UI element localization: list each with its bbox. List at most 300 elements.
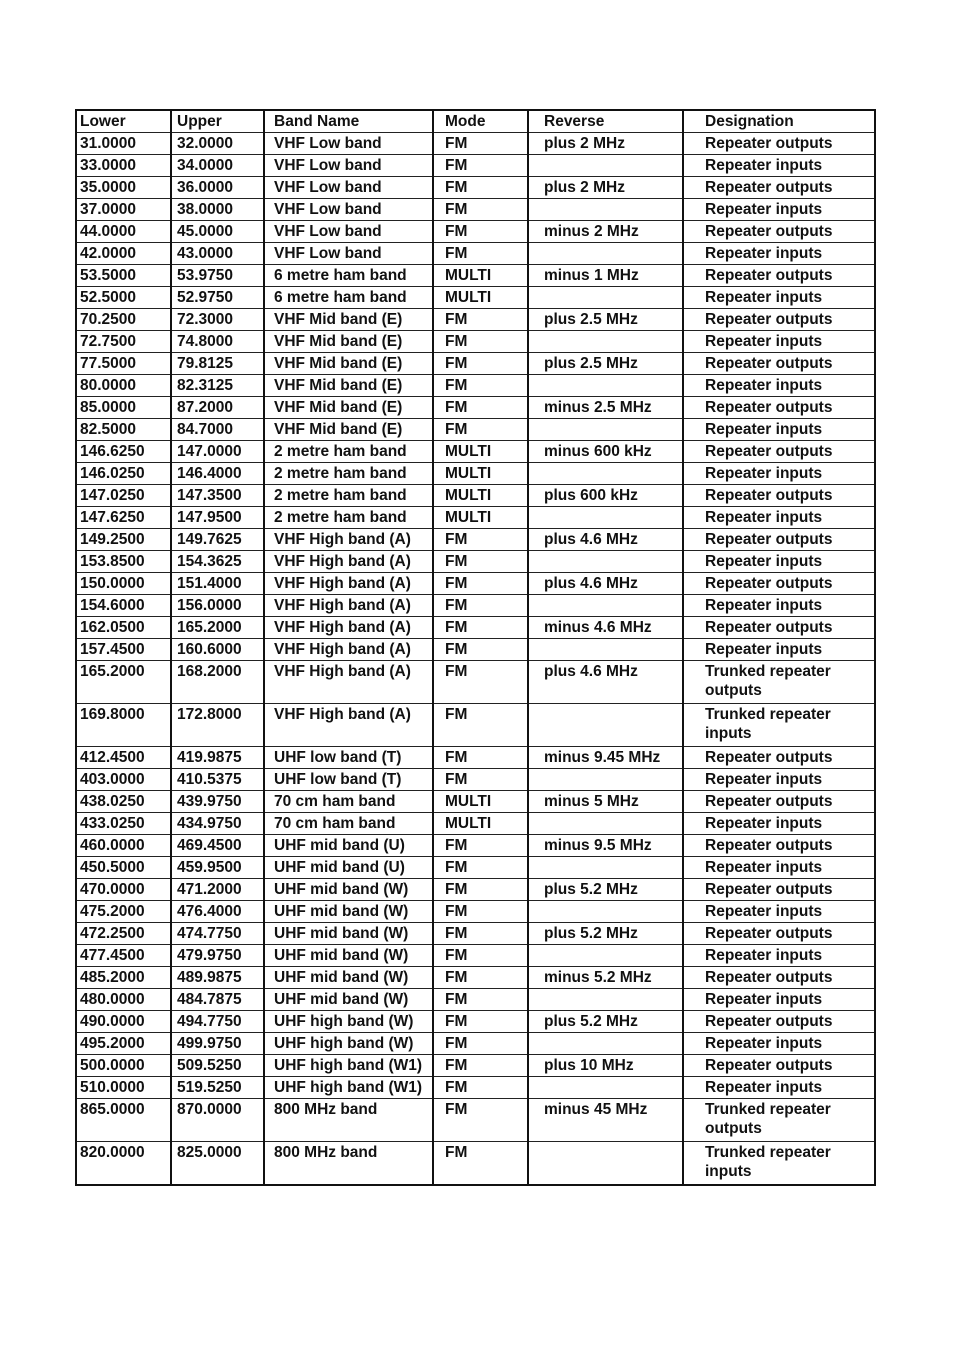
column-header-lower: Lower [76,110,171,133]
cell-designation: Repeater outputs [683,1055,875,1077]
table-row [76,1033,875,1055]
cell-mode: FM [433,945,528,967]
cell-band-name: UHF mid band (W) [264,879,433,901]
cell-designation: Repeater outputs [683,1011,875,1033]
column-header-mode: Mode [433,110,528,133]
cell-designation: Repeater inputs [683,769,875,791]
cell-band-name: 6 metre ham band [264,287,433,309]
cell-upper: 72.3000 [171,309,264,331]
cell-designation: Repeater outputs [683,573,875,595]
table-row [76,1142,875,1186]
cell-mode: FM [433,419,528,441]
cell-mode: FM [433,704,528,747]
cell-lower: 433.0250 [76,813,171,835]
cell-mode: FM [433,177,528,199]
cell-band-name: VHF Mid band (E) [264,331,433,353]
cell-designation: Trunked repeater outputs [683,1099,875,1142]
cell-reverse [528,155,683,177]
cell-reverse: plus 5.2 MHz [528,923,683,945]
cell-lower: 450.5000 [76,857,171,879]
cell-reverse [528,243,683,265]
cell-mode: FM [433,353,528,375]
cell-lower: 53.5000 [76,265,171,287]
cell-reverse: plus 600 kHz [528,485,683,507]
cell-lower: 485.2000 [76,967,171,989]
cell-reverse: plus 5.2 MHz [528,879,683,901]
cell-reverse [528,331,683,353]
cell-upper: 419.9875 [171,747,264,769]
cell-upper: 147.3500 [171,485,264,507]
cell-upper: 36.0000 [171,177,264,199]
cell-lower: 77.5000 [76,353,171,375]
table-row [76,967,875,989]
column-header-band-name: Band Name [264,110,433,133]
cell-designation: Repeater outputs [683,529,875,551]
cell-reverse [528,704,683,747]
cell-mode: FM [433,309,528,331]
cell-lower: 44.0000 [76,221,171,243]
cell-band-name: VHF High band (A) [264,617,433,639]
cell-lower: 403.0000 [76,769,171,791]
table-row [76,1099,875,1142]
cell-mode: FM [433,199,528,221]
cell-designation: Repeater inputs [683,595,875,617]
cell-reverse: minus 9.45 MHz [528,747,683,769]
table-row [76,573,875,595]
cell-designation: Repeater outputs [683,967,875,989]
cell-band-name: UHF high band (W1) [264,1055,433,1077]
cell-band-name: UHF mid band (W) [264,923,433,945]
cell-reverse: plus 5.2 MHz [528,1011,683,1033]
cell-designation: Trunked repeater inputs [683,1142,875,1186]
table-row [76,309,875,331]
cell-lower: 146.0250 [76,463,171,485]
frequency-band-table [75,109,876,1186]
cell-reverse [528,199,683,221]
cell-band-name: VHF High band (A) [264,573,433,595]
cell-band-name: 2 metre ham band [264,485,433,507]
cell-upper: 471.2000 [171,879,264,901]
table-row [76,265,875,287]
table-row [76,397,875,419]
cell-mode: FM [433,331,528,353]
table-row [76,441,875,463]
cell-upper: 499.9750 [171,1033,264,1055]
cell-designation: Repeater inputs [683,375,875,397]
cell-reverse: minus 600 kHz [528,441,683,463]
cell-lower: 154.6000 [76,595,171,617]
cell-designation: Repeater outputs [683,747,875,769]
cell-lower: 470.0000 [76,879,171,901]
cell-designation: Repeater outputs [683,879,875,901]
cell-band-name: VHF High band (A) [264,661,433,704]
cell-band-name: UHF mid band (W) [264,945,433,967]
table-row [76,989,875,1011]
cell-reverse [528,1077,683,1099]
cell-designation: Repeater inputs [683,331,875,353]
cell-band-name: 2 metre ham band [264,507,433,529]
cell-reverse [528,769,683,791]
cell-reverse [528,375,683,397]
table-row [76,595,875,617]
table-row [76,485,875,507]
cell-reverse [528,857,683,879]
cell-band-name: VHF High band (A) [264,595,433,617]
cell-upper: 459.9500 [171,857,264,879]
cell-upper: 149.7625 [171,529,264,551]
table-row [76,353,875,375]
table-row [76,813,875,835]
cell-lower: 147.6250 [76,507,171,529]
cell-mode: FM [433,747,528,769]
cell-band-name: 2 metre ham band [264,441,433,463]
cell-mode: MULTI [433,265,528,287]
cell-mode: FM [433,1142,528,1186]
cell-band-name: VHF Low band [264,243,433,265]
cell-reverse: plus 10 MHz [528,1055,683,1077]
cell-upper: 410.5375 [171,769,264,791]
cell-band-name: 800 MHz band [264,1142,433,1186]
cell-band-name: UHF high band (W) [264,1011,433,1033]
cell-mode: FM [433,529,528,551]
table-row [76,879,875,901]
cell-reverse: plus 2.5 MHz [528,309,683,331]
table-row [76,835,875,857]
table-row [76,199,875,221]
cell-band-name: 70 cm ham band [264,813,433,835]
cell-designation: Repeater inputs [683,507,875,529]
cell-band-name: UHF mid band (U) [264,857,433,879]
cell-lower: 510.0000 [76,1077,171,1099]
cell-reverse [528,595,683,617]
cell-band-name: UHF mid band (U) [264,835,433,857]
cell-reverse [528,945,683,967]
cell-lower: 480.0000 [76,989,171,1011]
table-row [76,639,875,661]
table-row [76,791,875,813]
cell-designation: Repeater inputs [683,1077,875,1099]
cell-upper: 34.0000 [171,155,264,177]
cell-lower: 70.2500 [76,309,171,331]
table-header [76,110,875,133]
cell-lower: 153.8500 [76,551,171,573]
table-row [76,1077,875,1099]
table-row [76,133,875,155]
cell-upper: 146.4000 [171,463,264,485]
table-row [76,1055,875,1077]
cell-designation: Repeater inputs [683,199,875,221]
table-row [76,331,875,353]
table-row [76,529,875,551]
table-row [76,1011,875,1033]
table-row [76,551,875,573]
cell-reverse: minus 5.2 MHz [528,967,683,989]
cell-reverse [528,551,683,573]
cell-reverse: minus 9.5 MHz [528,835,683,857]
cell-designation: Repeater outputs [683,133,875,155]
cell-mode: FM [433,967,528,989]
cell-upper: 53.9750 [171,265,264,287]
cell-mode: FM [433,551,528,573]
cell-upper: 43.0000 [171,243,264,265]
cell-lower: 477.4500 [76,945,171,967]
cell-upper: 154.3625 [171,551,264,573]
cell-reverse: minus 2 MHz [528,221,683,243]
cell-band-name: UHF mid band (W) [264,967,433,989]
cell-upper: 489.9875 [171,967,264,989]
table-row [76,923,875,945]
cell-reverse: plus 4.6 MHz [528,661,683,704]
cell-upper: 474.7750 [171,923,264,945]
cell-designation: Repeater inputs [683,419,875,441]
cell-band-name: VHF Low band [264,155,433,177]
cell-mode: FM [433,857,528,879]
cell-lower: 865.0000 [76,1099,171,1142]
header-row [76,110,875,133]
cell-designation: Repeater inputs [683,463,875,485]
cell-designation: Repeater outputs [683,397,875,419]
cell-mode: FM [433,221,528,243]
cell-band-name: 6 metre ham band [264,265,433,287]
cell-lower: 169.8000 [76,704,171,747]
cell-designation: Repeater outputs [683,835,875,857]
cell-lower: 500.0000 [76,1055,171,1077]
cell-lower: 85.0000 [76,397,171,419]
cell-designation: Repeater inputs [683,857,875,879]
cell-mode: FM [433,661,528,704]
cell-upper: 476.4000 [171,901,264,923]
cell-lower: 52.5000 [76,287,171,309]
cell-upper: 484.7875 [171,989,264,1011]
cell-designation: Repeater outputs [683,309,875,331]
table-row [76,661,875,704]
cell-reverse [528,813,683,835]
cell-designation: Trunked repeater outputs [683,661,875,704]
cell-lower: 475.2000 [76,901,171,923]
cell-lower: 72.7500 [76,331,171,353]
cell-mode: FM [433,595,528,617]
cell-band-name: VHF Mid band (E) [264,419,433,441]
cell-upper: 147.0000 [171,441,264,463]
cell-designation: Repeater outputs [683,353,875,375]
cell-reverse: minus 1 MHz [528,265,683,287]
cell-reverse: minus 4.6 MHz [528,617,683,639]
table-row [76,155,875,177]
cell-upper: 32.0000 [171,133,264,155]
cell-mode: FM [433,243,528,265]
table-row [76,221,875,243]
cell-mode: MULTI [433,287,528,309]
cell-reverse [528,287,683,309]
cell-band-name: VHF High band (A) [264,551,433,573]
cell-designation: Repeater outputs [683,441,875,463]
cell-mode: FM [433,1055,528,1077]
cell-reverse [528,463,683,485]
cell-designation: Repeater inputs [683,813,875,835]
cell-mode: MULTI [433,463,528,485]
cell-mode: FM [433,639,528,661]
cell-reverse [528,901,683,923]
cell-designation: Repeater outputs [683,923,875,945]
table-row [76,617,875,639]
cell-mode: FM [433,879,528,901]
cell-upper: 38.0000 [171,199,264,221]
table-row [76,507,875,529]
cell-lower: 82.5000 [76,419,171,441]
cell-upper: 870.0000 [171,1099,264,1142]
cell-mode: FM [433,397,528,419]
cell-designation: Repeater outputs [683,177,875,199]
cell-reverse: minus 45 MHz [528,1099,683,1142]
cell-reverse: minus 2.5 MHz [528,397,683,419]
table-row [76,463,875,485]
cell-reverse: plus 2.5 MHz [528,353,683,375]
cell-lower: 37.0000 [76,199,171,221]
table-body [76,133,875,1186]
cell-upper: 519.5250 [171,1077,264,1099]
cell-mode: FM [433,133,528,155]
table-row [76,704,875,747]
table-row [76,747,875,769]
cell-upper: 160.6000 [171,639,264,661]
cell-reverse: plus 4.6 MHz [528,573,683,595]
cell-lower: 495.2000 [76,1033,171,1055]
cell-band-name: UHF low band (T) [264,747,433,769]
cell-lower: 165.2000 [76,661,171,704]
cell-band-name: VHF Mid band (E) [264,397,433,419]
cell-upper: 434.9750 [171,813,264,835]
cell-band-name: VHF High band (A) [264,704,433,747]
cell-upper: 509.5250 [171,1055,264,1077]
cell-designation: Repeater outputs [683,265,875,287]
cell-upper: 168.2000 [171,661,264,704]
cell-reverse: minus 5 MHz [528,791,683,813]
cell-upper: 165.2000 [171,617,264,639]
cell-designation: Repeater inputs [683,1033,875,1055]
cell-designation: Repeater inputs [683,287,875,309]
cell-band-name: VHF Mid band (E) [264,375,433,397]
cell-mode: FM [433,1099,528,1142]
cell-upper: 469.4500 [171,835,264,857]
table-row [76,243,875,265]
cell-designation: Repeater inputs [683,551,875,573]
cell-mode: FM [433,989,528,1011]
table-row [76,857,875,879]
cell-upper: 45.0000 [171,221,264,243]
cell-mode: FM [433,901,528,923]
cell-lower: 147.0250 [76,485,171,507]
cell-band-name: VHF Low band [264,133,433,155]
cell-reverse: plus 4.6 MHz [528,529,683,551]
cell-band-name: UHF mid band (W) [264,989,433,1011]
cell-band-name: 2 metre ham band [264,463,433,485]
table-row [76,375,875,397]
cell-reverse [528,989,683,1011]
cell-band-name: UHF mid band (W) [264,901,433,923]
cell-lower: 80.0000 [76,375,171,397]
cell-designation: Repeater inputs [683,243,875,265]
cell-mode: FM [433,573,528,595]
cell-upper: 84.7000 [171,419,264,441]
cell-band-name: 800 MHz band [264,1099,433,1142]
column-header-reverse: Reverse [528,110,683,133]
cell-reverse [528,1033,683,1055]
cell-band-name: 70 cm ham band [264,791,433,813]
table-row [76,287,875,309]
cell-mode: FM [433,617,528,639]
cell-upper: 494.7750 [171,1011,264,1033]
cell-upper: 52.9750 [171,287,264,309]
cell-lower: 149.2500 [76,529,171,551]
cell-lower: 33.0000 [76,155,171,177]
cell-mode: MULTI [433,813,528,835]
cell-upper: 479.9750 [171,945,264,967]
cell-mode: MULTI [433,507,528,529]
cell-mode: FM [433,769,528,791]
cell-mode: FM [433,1077,528,1099]
cell-band-name: VHF Mid band (E) [264,353,433,375]
cell-lower: 820.0000 [76,1142,171,1186]
table-row [76,769,875,791]
cell-lower: 31.0000 [76,133,171,155]
cell-designation: Trunked repeater inputs [683,704,875,747]
table-row [76,419,875,441]
cell-designation: Repeater outputs [683,221,875,243]
cell-upper: 151.4000 [171,573,264,595]
cell-lower: 438.0250 [76,791,171,813]
cell-lower: 157.4500 [76,639,171,661]
cell-mode: MULTI [433,441,528,463]
cell-lower: 146.6250 [76,441,171,463]
cell-band-name: UHF high band (W1) [264,1077,433,1099]
cell-reverse: plus 2 MHz [528,177,683,199]
cell-upper: 825.0000 [171,1142,264,1186]
column-header-upper: Upper [171,110,264,133]
cell-designation: Repeater outputs [683,617,875,639]
cell-mode: MULTI [433,485,528,507]
cell-designation: Repeater inputs [683,989,875,1011]
cell-designation: Repeater outputs [683,791,875,813]
cell-lower: 412.4500 [76,747,171,769]
cell-reverse [528,507,683,529]
cell-designation: Repeater inputs [683,901,875,923]
cell-lower: 162.0500 [76,617,171,639]
cell-band-name: VHF High band (A) [264,639,433,661]
cell-band-name: VHF Low band [264,177,433,199]
cell-mode: FM [433,1011,528,1033]
cell-band-name: VHF Low band [264,199,433,221]
table-row [76,945,875,967]
cell-upper: 74.8000 [171,331,264,353]
cell-band-name: VHF Mid band (E) [264,309,433,331]
cell-mode: FM [433,375,528,397]
cell-upper: 82.3125 [171,375,264,397]
column-header-designation: Designation [683,110,875,133]
cell-designation: Repeater inputs [683,639,875,661]
cell-band-name: VHF Low band [264,221,433,243]
cell-upper: 439.9750 [171,791,264,813]
cell-reverse: plus 2 MHz [528,133,683,155]
cell-reverse [528,419,683,441]
cell-upper: 87.2000 [171,397,264,419]
cell-mode: FM [433,155,528,177]
cell-mode: FM [433,835,528,857]
cell-band-name: VHF High band (A) [264,529,433,551]
cell-lower: 35.0000 [76,177,171,199]
cell-band-name: UHF low band (T) [264,769,433,791]
cell-upper: 79.8125 [171,353,264,375]
table-row [76,177,875,199]
